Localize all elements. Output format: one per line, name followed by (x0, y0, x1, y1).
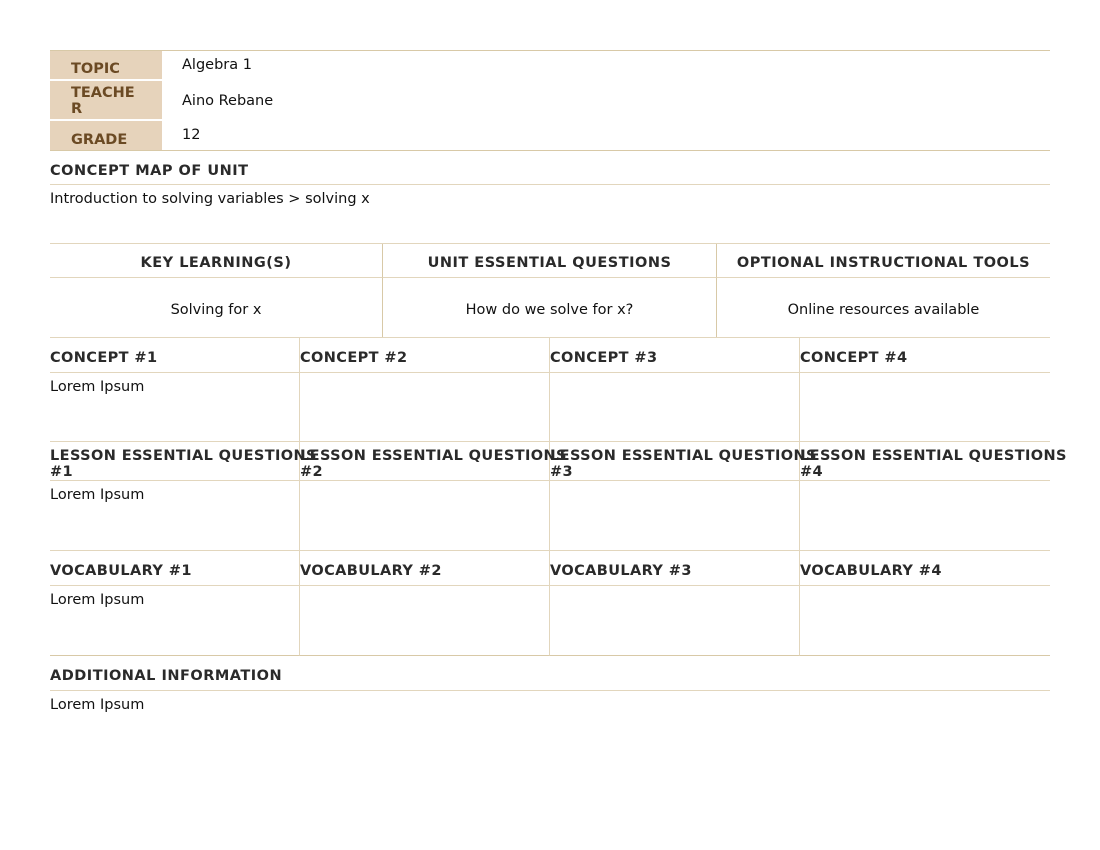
concept-2-value (300, 373, 550, 442)
lesson-question-4-header (800, 442, 1067, 481)
concept-3-value (550, 373, 800, 442)
lesson-question-2-header-line1: LESSON ESSENTIAL QUESTIONS (300, 448, 567, 464)
concept-1-header: CONCEPT #1 (50, 338, 300, 373)
lesson-question-3-header (550, 442, 817, 481)
lesson-question-1-value: Lorem Ipsum (50, 481, 300, 551)
concepts-table (50, 338, 1050, 442)
grade-label: GRADE (50, 121, 162, 150)
lesson-question-2-header-line2: #2 (300, 464, 324, 480)
lesson-question-3-header-line2: #3 (550, 464, 574, 480)
vocabulary-2-value (300, 586, 550, 656)
unit-essential-questions-header: UNIT ESSENTIAL QUESTIONS (383, 244, 717, 278)
vocabulary-table (50, 551, 1050, 656)
vocabulary-2-header: VOCABULARY #2 (300, 551, 550, 586)
teacher-label-line2: R (71, 101, 83, 117)
topic-row (50, 51, 1050, 81)
vocabulary-1-header: VOCABULARY #1 (50, 551, 300, 586)
vocabulary-4-value (800, 586, 1050, 656)
concept-1-value: Lorem Ipsum (50, 373, 300, 442)
grade-value: 12 (182, 127, 201, 143)
additional-information-title: ADDITIONAL INFORMATION (50, 656, 1050, 691)
unit-essential-questions-value: How do we solve for x? (383, 278, 717, 337)
concept-3-header: CONCEPT #3 (550, 338, 800, 373)
lesson-question-2-header (300, 442, 567, 481)
vocabulary-3-header: VOCABULARY #3 (550, 551, 800, 586)
key-learnings-header: KEY LEARNING(S) (50, 244, 383, 278)
concept-map-text: Introduction to solving variables > solving x (50, 191, 370, 207)
overview-table (50, 243, 1050, 338)
concept-4-header: CONCEPT #4 (800, 338, 1050, 373)
concept-4-value (800, 373, 1050, 442)
key-learnings-value: Solving for x (50, 278, 383, 337)
lesson-question-3-value (550, 481, 800, 551)
lesson-question-1-header (50, 442, 317, 481)
vocabulary-1-value: Lorem Ipsum (50, 586, 300, 656)
lesson-question-1-header-line1: LESSON ESSENTIAL QUESTIONS (50, 448, 317, 464)
lesson-plan-document (50, 50, 1067, 713)
concept-2-header: CONCEPT #2 (300, 338, 550, 373)
topic-label: TOPIC (50, 51, 162, 81)
lesson-questions-table (50, 442, 1067, 551)
topic-value: Algebra 1 (182, 57, 252, 73)
vocabulary-4-header: VOCABULARY #4 (800, 551, 1050, 586)
teacher-value: Aino Rebane (182, 93, 274, 109)
additional-information-text: Lorem Ipsum (50, 697, 145, 713)
unit-info-table (50, 50, 1050, 151)
grade-row (50, 121, 1050, 150)
optional-instructional-tools-value: Online resources available (787, 301, 980, 318)
lesson-question-1-header-line2: #1 (50, 464, 74, 480)
lesson-question-4-header-line1: LESSON ESSENTIAL QUESTIONS (800, 448, 1067, 464)
vocabulary-3-value (550, 586, 800, 656)
lesson-question-3-header-line1: LESSON ESSENTIAL QUESTIONS (550, 448, 817, 464)
lesson-question-4-header-line2: #4 (800, 464, 824, 480)
lesson-question-2-value (300, 481, 550, 551)
lesson-question-4-value (800, 481, 1050, 551)
optional-instructional-tools-header: OPTIONAL INSTRUCTIONAL TOOLS (717, 244, 1050, 278)
teacher-label-line1: TEACHE (71, 85, 135, 101)
teacher-row (50, 81, 1050, 121)
teacher-label (50, 81, 162, 121)
concept-map-title: CONCEPT MAP OF UNIT (50, 151, 1050, 185)
